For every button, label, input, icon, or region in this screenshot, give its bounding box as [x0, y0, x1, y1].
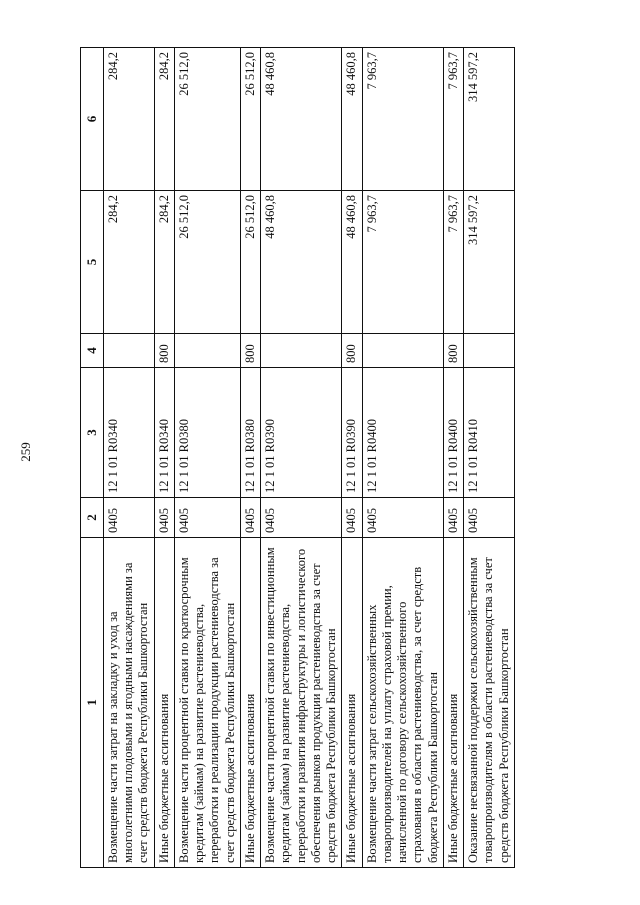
table-header-row: [81, 48, 104, 868]
row-sum-1: 48 460,8: [342, 191, 362, 334]
row-vr: 800: [154, 334, 174, 368]
row-section: 0405: [464, 498, 515, 538]
row-section: 0405: [174, 498, 240, 538]
header-cell-1: 1: [81, 538, 104, 868]
row-vr: [261, 334, 342, 368]
table-row: [154, 48, 174, 868]
row-sum-2: 284,2: [103, 48, 154, 191]
row-sum-2: 284,2: [154, 48, 174, 191]
row-target: 12 1 01 R0380: [240, 368, 260, 498]
row-target: 12 1 01 R0390: [261, 368, 342, 498]
budget-table: [80, 47, 515, 868]
table-row: [464, 48, 515, 868]
table-row: [103, 48, 154, 868]
row-name: Оказание несвязанной поддержки сельскохозяйственным товаропроизводителям в области растениеводства за счет средств бюджета Республики Башкортостан: [464, 538, 515, 868]
row-sum-1: 314 597,2: [464, 191, 515, 334]
row-target: 12 1 01 R0340: [103, 368, 154, 498]
row-sum-1: 284,2: [154, 191, 174, 334]
row-sum-2: 48 460,8: [261, 48, 342, 191]
row-target: 12 1 01 R0410: [464, 368, 515, 498]
table-row: [240, 48, 260, 868]
row-vr: 800: [240, 334, 260, 368]
table-row: [443, 48, 463, 868]
header-cell-3: 3: [81, 368, 104, 498]
row-name: Иные бюджетные ассигнования: [240, 538, 260, 868]
row-sum-1: 26 512,0: [240, 191, 260, 334]
row-vr: [362, 334, 443, 368]
row-name: Иные бюджетные ассигнования: [154, 538, 174, 868]
row-vr: 800: [443, 334, 463, 368]
row-name: Возмещение части процентной ставки по инвестиционным кредитам (займам) на развитие растениеводства, переработки и развития инфраструктуры и логистического обеспечения рынков продукции растениеводства за счет средств бюджета Республики Башкортостан: [261, 538, 342, 868]
row-vr: [103, 334, 154, 368]
table-row: [342, 48, 362, 868]
row-sum-2: 7 963,7: [362, 48, 443, 191]
row-sum-1: 26 512,0: [174, 191, 240, 334]
row-target: 12 1 01 R0340: [154, 368, 174, 498]
row-target: 12 1 01 R0380: [174, 368, 240, 498]
row-section: 0405: [240, 498, 260, 538]
header-cell-5: 5: [81, 191, 104, 334]
table-row: [174, 48, 240, 868]
row-sum-2: 314 597,2: [464, 48, 515, 191]
row-sum-2: 48 460,8: [342, 48, 362, 191]
row-sum-1: 48 460,8: [261, 191, 342, 334]
header-cell-6: 6: [81, 48, 104, 191]
row-target: 12 1 01 R0400: [362, 368, 443, 498]
row-name: Возмещение части затрат на закладку и уход за многолетними плодовыми и ягодными насаждениями за счет средств бюджета Республики Башкортостан: [103, 538, 154, 868]
row-target: 12 1 01 R0400: [443, 368, 463, 498]
row-section: 0405: [154, 498, 174, 538]
header-cell-2: 2: [81, 498, 104, 538]
table-row: [261, 48, 342, 868]
row-sum-2: 7 963,7: [443, 48, 463, 191]
rotated-table-wrapper: [80, 48, 600, 868]
row-section: 0405: [342, 498, 362, 538]
row-name: Возмещение части процентной ставки по краткосрочным кредитам (займам) на развитие растениеводства, переработки и реализации продукции растениеводства за счет средств бюджета Республики Башкортостан: [174, 538, 240, 868]
row-sum-1: 7 963,7: [362, 191, 443, 334]
row-section: 0405: [261, 498, 342, 538]
page-number: 259: [18, 442, 33, 462]
row-name: Иные бюджетные ассигнования: [342, 538, 362, 868]
row-sum-1: 284,2: [103, 191, 154, 334]
row-sum-1: 7 963,7: [443, 191, 463, 334]
row-sum-2: 26 512,0: [174, 48, 240, 191]
row-name: Иные бюджетные ассигнования: [443, 538, 463, 868]
row-vr: [174, 334, 240, 368]
row-section: 0405: [103, 498, 154, 538]
row-name: Возмещение части затрат сельскохозяйственных товаропроизводителей на уплату страховой премии, начисленной по договору сельскохозяйственного страхования в области растениеводства, за счет средств бюджета Республики Башкортостан: [362, 538, 443, 868]
row-section: 0405: [362, 498, 443, 538]
row-section: 0405: [443, 498, 463, 538]
row-vr: 800: [342, 334, 362, 368]
table-row: [362, 48, 443, 868]
header-cell-4: 4: [81, 334, 104, 368]
row-target: 12 1 01 R0390: [342, 368, 362, 498]
row-sum-2: 26 512,0: [240, 48, 260, 191]
row-vr: [464, 334, 515, 368]
